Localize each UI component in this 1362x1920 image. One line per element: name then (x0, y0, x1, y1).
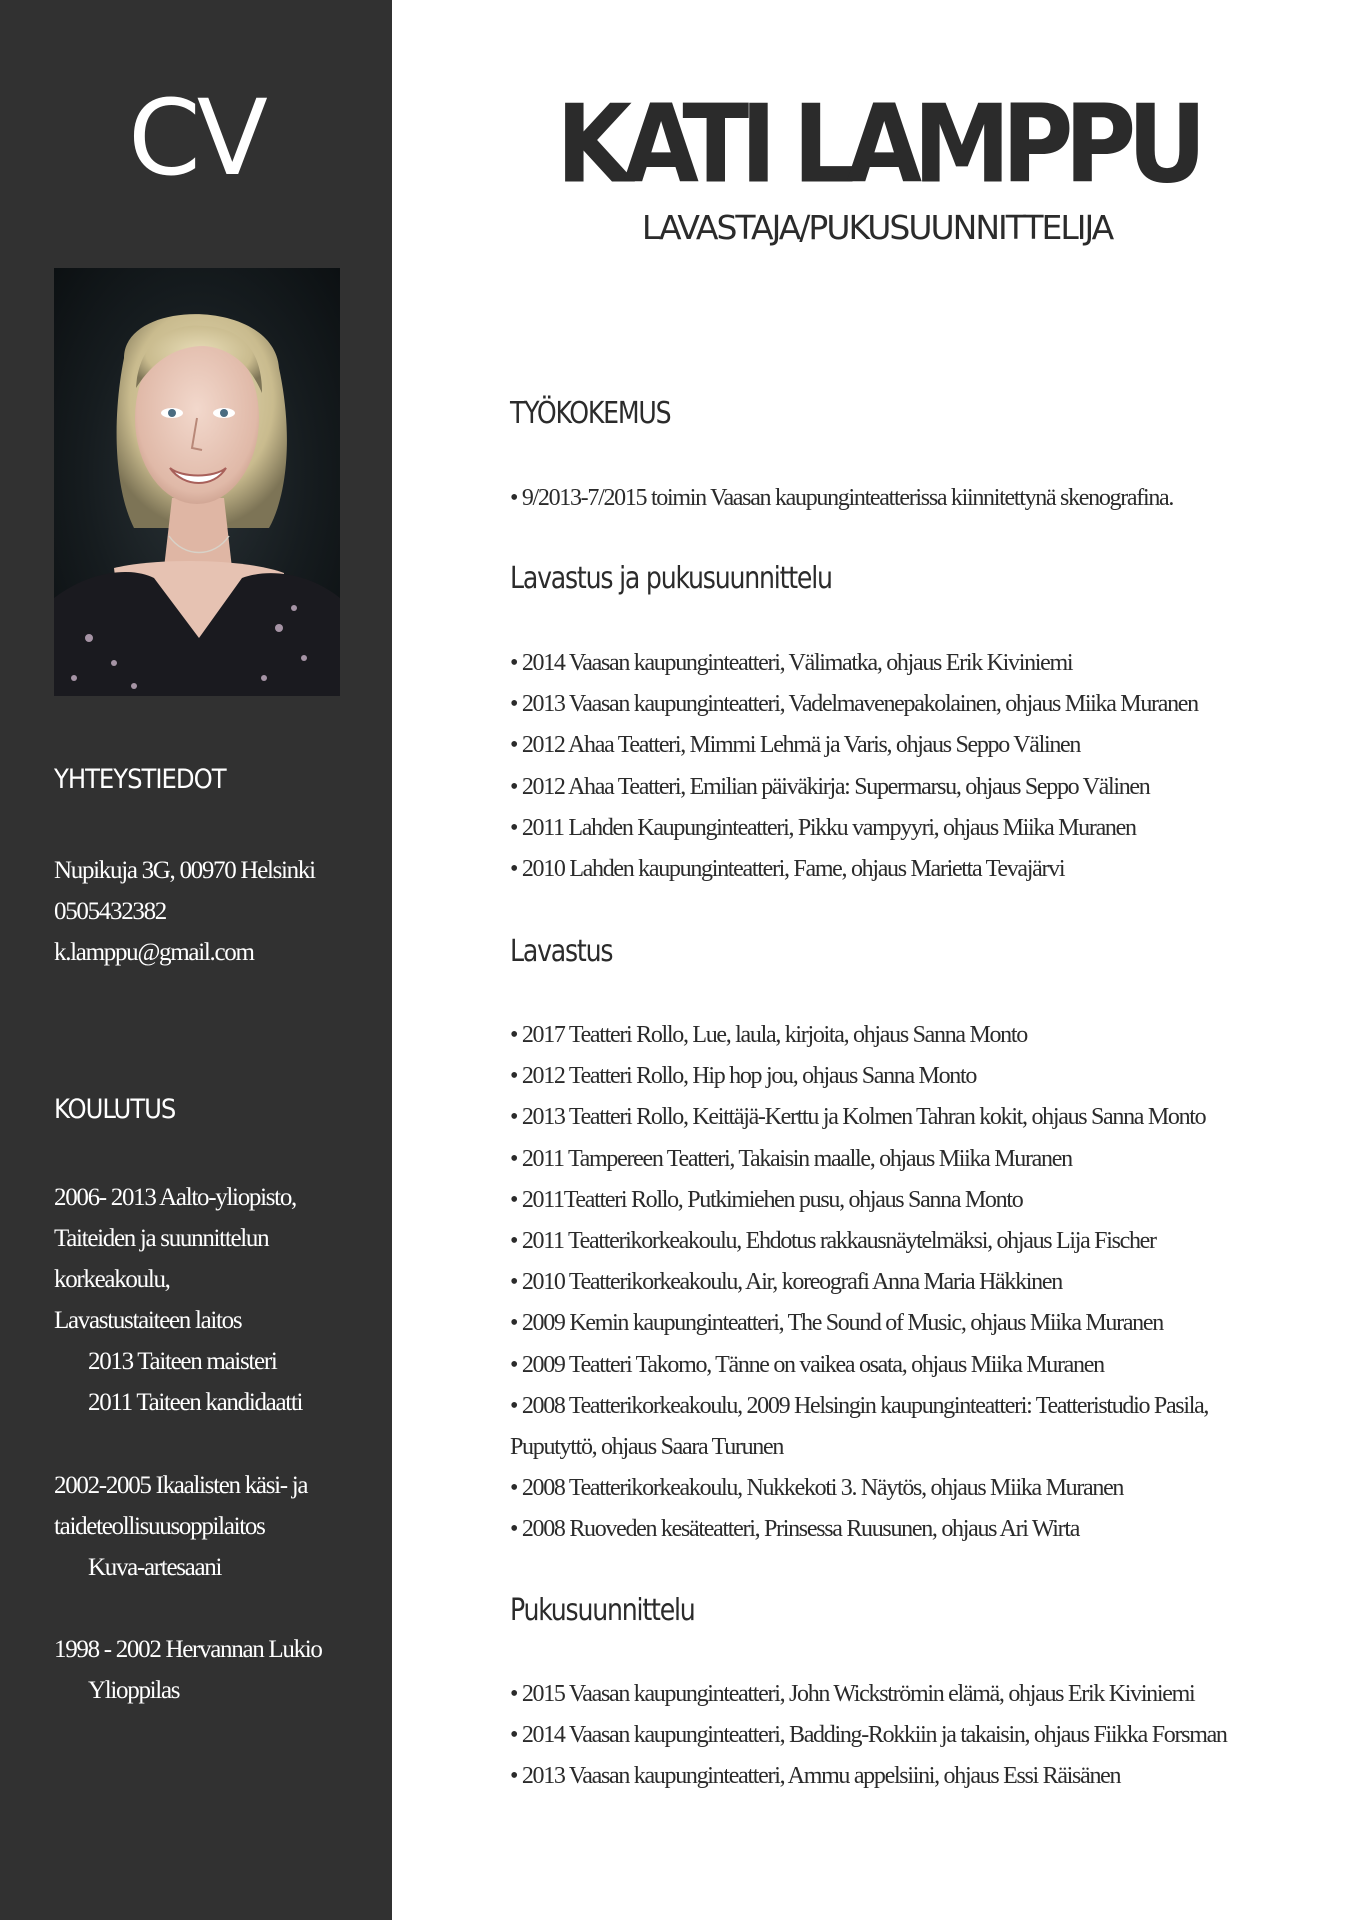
education-line: korkeakoulu, (54, 1266, 170, 1293)
education-degree: Kuva-artesaani (88, 1554, 222, 1581)
costume-design-heading: Pukusuunnittelu (510, 1592, 695, 1628)
cv-label: CV (128, 77, 264, 199)
email-text: k.lamppu@gmail.com (54, 939, 254, 966)
education-heading: KOULUTUS (54, 1094, 176, 1125)
set-design-heading: Lavastus (510, 933, 613, 969)
education-line: Lavastustaiteen laitos (54, 1307, 242, 1334)
education-line: taideteollisuusoppilaitos (54, 1513, 265, 1540)
list-item: • 2011 Tampereen Teatteri, Takaisin maalle, ohjaus Miika Muranen (510, 1139, 1330, 1180)
set-design-list (510, 1015, 1330, 1551)
experience-heading: TYÖKOKEMUS (510, 395, 671, 431)
list-item: • 2014 Vaasan kaupunginteatteri, Badding-Rokkiin ja takaisin, ohjaus Fiikka Forsman (510, 1715, 1330, 1756)
sidebar (0, 0, 392, 1920)
profile-photo (54, 268, 340, 696)
list-item: • 2008 Teatterikorkeakoulu, 2009 Helsingin kaupunginteatteri: Teatteristudio Pasila, Puputyttö, ohjaus Saara Turunen (510, 1386, 1210, 1468)
list-item: • 2010 Teatterikorkeakoulu, Air, koreografi Anna Maria Häkkinen (510, 1262, 1330, 1303)
list-item: • 2011 Teatterikorkeakoulu, Ehdotus rakkausnäytelmäksi, ohjaus Lija Fischer (510, 1221, 1330, 1262)
list-item: • 2011 Lahden Kaupunginteatteri, Pikku vampyyri, ohjaus Miika Muranen (510, 808, 1330, 849)
list-item: • 2009 Teatteri Takomo, Tänne on vaikea osata, ohjaus Miika Muranen (510, 1345, 1330, 1386)
education-degree: 2013 Taiteen maisteri (88, 1348, 277, 1375)
education-entry (54, 1465, 374, 1588)
experience-list (510, 478, 1330, 519)
list-item: • 2011Teatteri Rollo, Putkimiehen pusu, ohjaus Sanna Monto (510, 1180, 1330, 1221)
education-entry (54, 1629, 374, 1711)
list-item: • 2009 Kemin kaupunginteatteri, The Sound of Music, ohjaus Miika Muranen (510, 1303, 1330, 1344)
contact-heading: YHTEYSTIEDOT (54, 764, 226, 795)
job-title: LAVASTAJA/PUKUSUUNNITTELIJA (641, 208, 1113, 247)
list-item: • 2013 Teatteri Rollo, Keittäjä-Kerttu ja Kolmen Tahran kokit, ohjaus Sanna Monto (510, 1097, 1330, 1138)
education-entry (54, 1177, 374, 1423)
list-item: • 2012 Teatteri Rollo, Hip hop jou, ohjaus Sanna Monto (510, 1056, 1330, 1097)
education-line: 1998 - 2002 Hervannan Lukio (54, 1636, 322, 1663)
education-line: Taiteiden ja suunnittelun (54, 1225, 269, 1252)
list-item: • 2012 Ahaa Teatteri, Mimmi Lehmä ja Varis, ohjaus Seppo Välinen (510, 725, 1330, 766)
person-name: KATI LAMPPU (556, 82, 1198, 208)
education-degree: 2011 Taiteen kandidaatti (88, 1389, 303, 1416)
list-item: • 2013 Vaasan kaupunginteatteri, Vadelmavenepakolainen, ohjaus Miika Muranen (510, 684, 1330, 725)
set-and-costume-list (510, 643, 1330, 890)
list-item: • 2008 Teatterikorkeakoulu, Nukkekoti 3. Näytös, ohjaus Miika Muranen (510, 1468, 1330, 1509)
contact-details (54, 850, 374, 973)
education-line: 2002-2005 Ikaalisten käsi- ja (54, 1472, 308, 1499)
list-item: • 9/2013-7/2015 toimin Vaasan kaupunginteatterissa kiinnitettynä skenografina. (510, 478, 1330, 519)
list-item: • 2014 Vaasan kaupunginteatteri, Välimatka, ohjaus Erik Kiviniemi (510, 643, 1330, 684)
set-and-costume-heading: Lavastus ja pukusuunnittelu (510, 560, 832, 596)
costume-design-list (510, 1674, 1330, 1798)
address-text: Nupikuja 3G, 00970 Helsinki (54, 857, 315, 884)
list-item: • 2008 Ruoveden kesäteatteri, Prinsessa Ruusunen, ohjaus Ari Wirta (510, 1509, 1330, 1550)
list-item: • 2013 Vaasan kaupunginteatteri, Ammu appelsiini, ohjaus Essi Räisänen (510, 1756, 1330, 1797)
phone-text: 0505432382 (54, 898, 167, 925)
list-item: • 2010 Lahden kaupunginteatteri, Fame, ohjaus Marietta Tevajärvi (510, 849, 1330, 890)
list-item: • 2017 Teatteri Rollo, Lue, laula, kirjoita, ohjaus Sanna Monto (510, 1015, 1330, 1056)
education-degree: Ylioppilas (88, 1677, 180, 1704)
list-item: • 2012 Ahaa Teatteri, Emilian päiväkirja: Supermarsu, ohjaus Seppo Välinen (510, 767, 1330, 808)
list-item: • 2015 Vaasan kaupunginteatteri, John Wickströmin elämä, ohjaus Erik Kiviniemi (510, 1674, 1330, 1715)
education-line: 2006- 2013 Aalto-yliopisto, (54, 1184, 296, 1211)
